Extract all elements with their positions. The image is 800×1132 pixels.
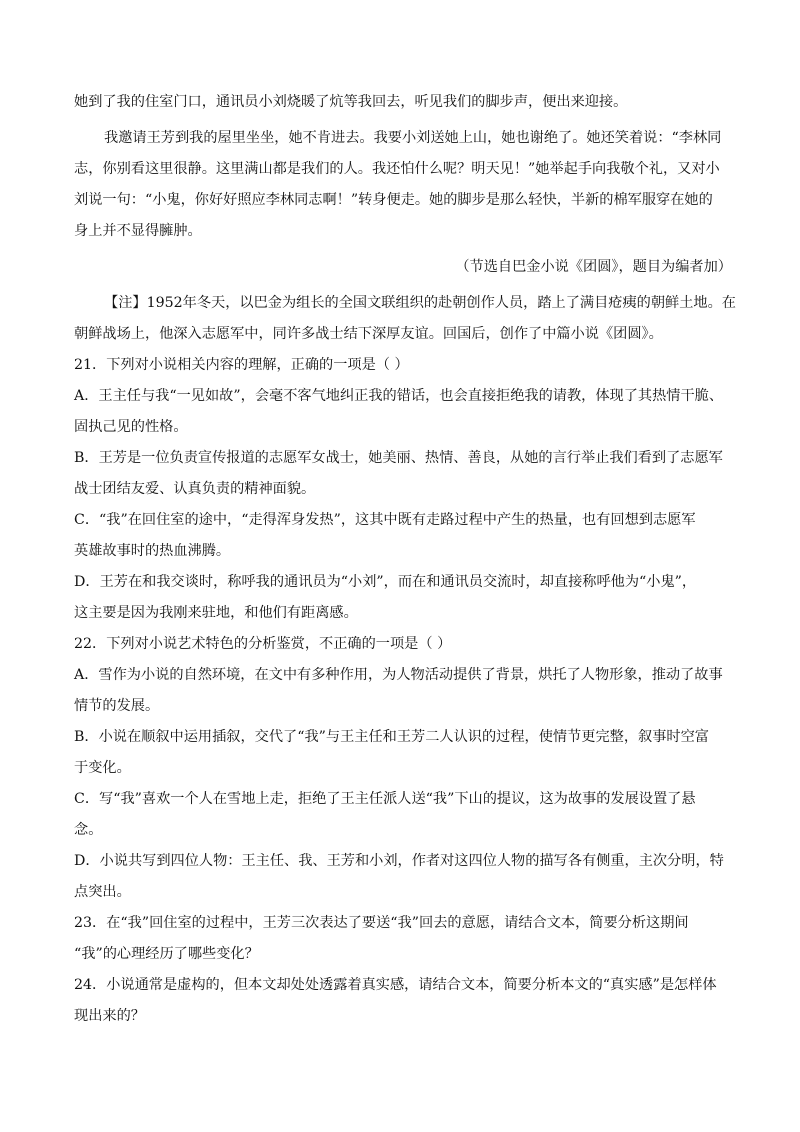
option-a: A．雪作为小说的自然环境，在文中有多种作用，为人物活动提供了背景，烘托了人物形象，推动了故事 <box>74 667 723 683</box>
passage-line: 刘说一句：“小鬼，你好好照应李林同志啊！”转身便走。她的脚步是那么轻快，半新的棉军服穿在她的 <box>74 192 713 208</box>
question-stem: 22．下列对小说艺术特色的分析鉴赏，不正确的一项是（ ） <box>74 636 452 652</box>
option-b: B．王芳是一位负责宣传报道的志愿军女战士，她美丽、热情、善良，从她的言行举止我们看到了志愿军 <box>74 450 723 466</box>
question-21 <box>74 355 734 623</box>
question-stem: 24．小说通常是虚构的，但本文却处处透露着真实感，请结合文本，简要分析本文的“真实感”是怎样体 <box>74 977 717 993</box>
question-22 <box>74 634 734 902</box>
exam-page <box>74 92 734 1026</box>
passage-line: 志，你别看这里很静。这里满山都是我们的人。我还怕什么呢？明天见！”她举起手向我敬个礼，又对小 <box>74 161 720 177</box>
question-stem: 23．在“我”回住室的过程中，王芳三次表达了要送“我”回去的意愿，请结合文本，简要分析这期间 <box>74 915 689 931</box>
option-a-cont: 情节的发展。 <box>74 698 160 714</box>
option-d-cont: 这主要是因为我刚来驻地，和他们有距离感。 <box>74 605 358 621</box>
question-24 <box>74 975 734 1026</box>
option-a: A．王主任与我“一见如故”，会毫不客气地纠正我的错话，也会直接拒绝我的请教，体现了其热情干脆、 <box>74 388 724 404</box>
option-d: D．王芳在和我交谈时，称呼我的通讯员为“小刘”，而在和通讯员交流时，却直接称呼他为“小鬼”， <box>74 574 697 590</box>
passage-line: 我邀请王芳到我的屋里坐坐，她不肯进去。我要小刘送她上山，她也谢绝了。她还笑着说：“李林同 <box>104 130 722 146</box>
option-a-cont: 固执己见的性格。 <box>74 419 188 435</box>
option-b-cont: 战士团结友爱、认真负责的精神面貌。 <box>74 481 316 497</box>
option-b: B．小说在顺叙中运用插叙，交代了“我”与王主任和王芳二人认识的过程，使情节更完整，叙事时空富 <box>74 729 709 745</box>
option-c: C．写“我”喜欢一个人在雪地上走，拒绝了王主任派人送“我”下山的提议，这为故事的发展设置了悬 <box>74 791 696 807</box>
option-c-cont: 念。 <box>74 822 103 838</box>
option-d: D．小说共写到四位人物：王主任、我、王芳和小刘，作者对这四位人物的描写各有侧重，主次分明，特 <box>74 853 724 869</box>
question-stem-cont: 现出来的？ <box>74 1008 145 1024</box>
passage-line: 她到了我的住室门口，通讯员小刘烧暖了炕等我回去，听见我们的脚步声，便出来迎接。 <box>74 94 628 110</box>
note-line: 【注】1952年冬天，以巴金为组长的全国文联组织的赴朝创作人员，踏上了满目疮痍的朝鲜土地。在 <box>104 295 736 311</box>
passage-line: 身上并不显得臃肿。 <box>74 223 202 239</box>
question-stem: 21．下列对小说相关内容的理解，正确的一项是（ ） <box>74 357 409 373</box>
passage <box>74 92 734 344</box>
option-c-cont: 英雄故事时的热血沸腾。 <box>74 543 231 559</box>
option-d-cont: 点突出。 <box>74 884 131 900</box>
option-c: C．“我”在回住室的途中，“走得浑身发热”，这其中既有走路过程中产生的热量，也有回想到志愿军 <box>74 512 696 528</box>
passage-source: （节选自巴金小说《团圆》，题目为编者加） <box>455 259 732 275</box>
option-b-cont: 于变化。 <box>74 760 131 776</box>
question-23 <box>74 913 734 964</box>
question-stem-cont: “我”的心理经历了哪些变化？ <box>74 946 259 962</box>
note-line: 朝鲜战场上，他深入志愿军中，同许多战士结下深厚友谊。回国后，创作了中篇小说《团圆》。 <box>74 326 663 342</box>
